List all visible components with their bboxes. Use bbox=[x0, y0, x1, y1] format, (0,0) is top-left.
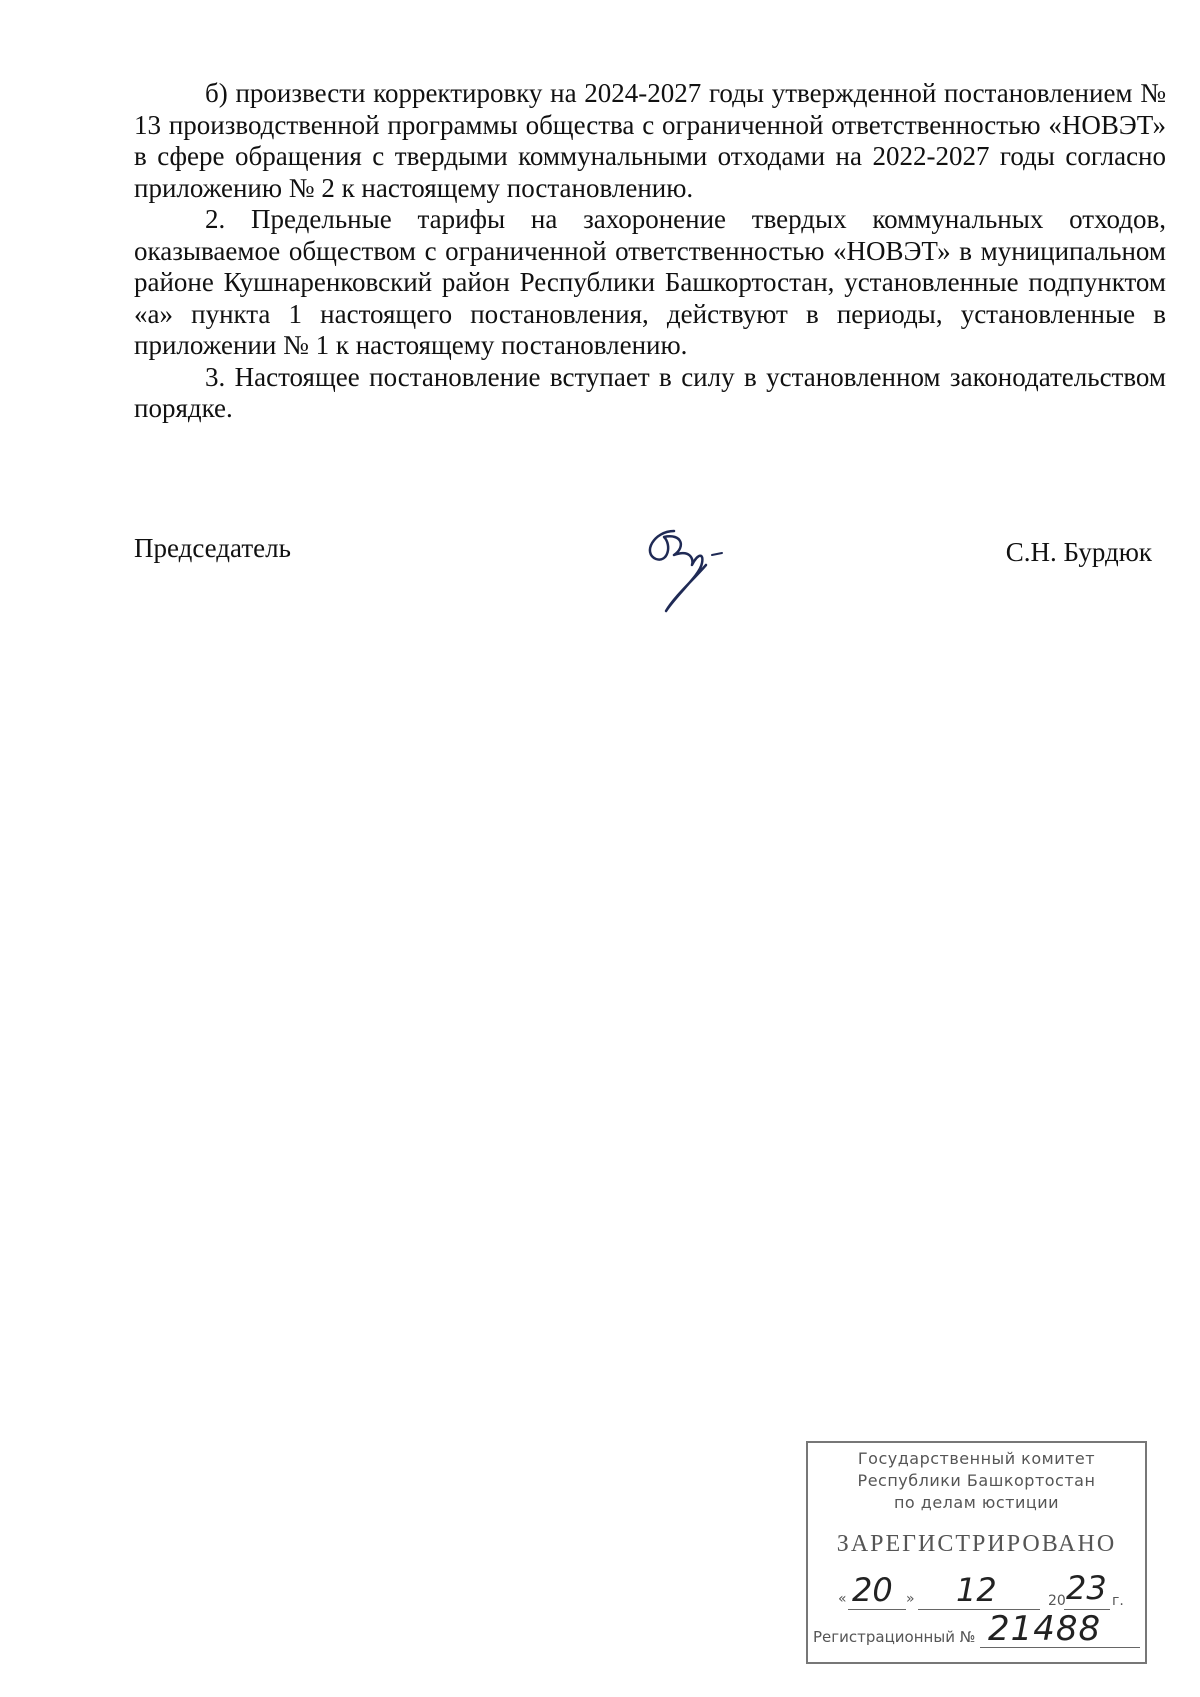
stamp-reg-number-label: Регистрационный № bbox=[813, 1628, 976, 1646]
paragraph-1b: б) произвести корректировку на 2024-2027 годы утвержденной постановлением № 13 производственной программы общества с ограниченной ответственностью «НОВЭТ» в сфере обращения с твердыми коммунальными отходами на 2022-2027 годы согласно приложению № 2 к настоящему постановлению. bbox=[134, 78, 1166, 203]
stamp-org-line-3: по делам юстиции bbox=[893, 1493, 1060, 1512]
registration-stamp bbox=[806, 1441, 1147, 1664]
stamp-org-line-1: Государственный комитет bbox=[857, 1449, 1096, 1468]
document-body bbox=[134, 78, 1166, 425]
stamp-registered-label: ЗАРЕГИСТРИРОВАНО bbox=[836, 1531, 1117, 1557]
stamp-month: 12 bbox=[956, 1571, 997, 1609]
stamp-quote-open: « bbox=[838, 1591, 847, 1607]
stamp-day: 20 bbox=[852, 1571, 893, 1609]
stamp-reg-number: 21488 bbox=[988, 1609, 1102, 1649]
paragraph-2: 2. Предельные тарифы на захоронение твердых коммунальных отходов, оказываемое обществом с ограниченной ответственностью «НОВЭТ» в муниципальном районе Кушнаренковский район Республики Башкортостан, установленные подпунктом «а» пункта 1 настоящего постановления, действуют в периоды, установленные в приложении № 1 к настоящему постановлению. bbox=[134, 204, 1166, 360]
signature-block bbox=[134, 533, 1166, 613]
signatory-title: Председатель bbox=[134, 533, 291, 563]
stamp-day-line bbox=[848, 1609, 906, 1610]
paragraph-3: 3. Настоящее постановление вступает в силу в установленном законодательством порядке. bbox=[134, 361, 1166, 423]
signatory-name: С.Н. Бурдюк bbox=[1005, 537, 1152, 567]
stamp-year-prefix: 20 bbox=[1048, 1593, 1066, 1609]
handwritten-signature bbox=[634, 523, 744, 618]
stamp-year: 23 bbox=[1066, 1569, 1107, 1607]
stamp-year-unit: г. bbox=[1112, 1593, 1124, 1609]
stamp-quote-close: » bbox=[906, 1591, 915, 1607]
stamp-org-line-2: Республики Башкортостан bbox=[857, 1471, 1096, 1490]
